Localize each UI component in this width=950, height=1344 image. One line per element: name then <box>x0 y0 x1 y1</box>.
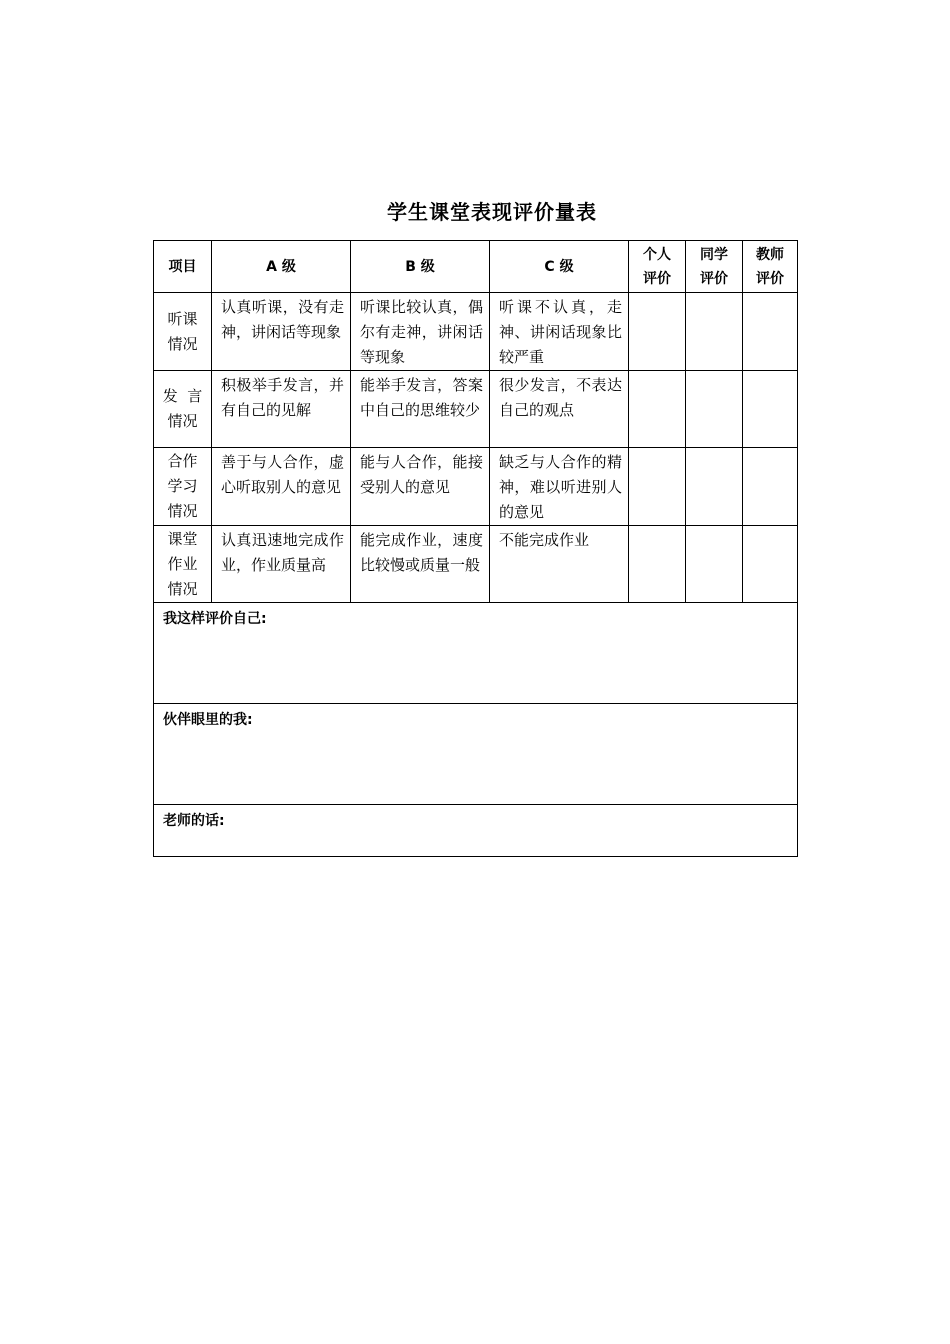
c-level-cell: 很少发言，不表达自己的观点 <box>490 371 629 448</box>
teacher-comment-row <box>154 805 798 857</box>
header-self-eval: 个人 评价 <box>629 241 686 293</box>
header-item: 项目 <box>154 241 212 293</box>
header-row <box>154 241 798 293</box>
teacher-eval-cell[interactable] <box>743 293 798 371</box>
c-level-cell: 听课不认真，走神、讲闲话现象比较严重 <box>490 293 629 371</box>
teacher-eval-cell[interactable] <box>743 448 798 526</box>
peer-eval-cell[interactable] <box>686 448 743 526</box>
header-peer-eval: 同学 评价 <box>686 241 743 293</box>
self-comment-label: 我这样评价自己: <box>163 611 267 627</box>
self-comment-row <box>154 603 798 704</box>
row-item-label: 发 言 情况 <box>154 371 212 448</box>
self-comment-area[interactable] <box>154 603 798 704</box>
self-eval-cell[interactable] <box>629 526 686 603</box>
table-row <box>154 448 798 526</box>
c-level-cell: 不能完成作业 <box>490 526 629 603</box>
evaluation-table <box>153 240 798 857</box>
b-level-cell: 能与人合作，能接受别人的意见 <box>351 448 490 526</box>
header-c-level: C 级 <box>490 241 629 293</box>
teacher-eval-cell[interactable] <box>743 526 798 603</box>
row-item-label: 听课 情况 <box>154 293 212 371</box>
page-title: 学生课堂表现评价量表 <box>387 200 597 224</box>
a-level-cell: 积极举手发言，并有自己的见解 <box>212 371 351 448</box>
peer-eval-cell[interactable] <box>686 293 743 371</box>
peer-eval-cell[interactable] <box>686 526 743 603</box>
peer-comment-row <box>154 704 798 805</box>
b-level-cell: 听课比较认真，偶尔有走神，讲闲话等现象 <box>351 293 490 371</box>
b-level-cell: 能完成作业，速度比较慢或质量一般 <box>351 526 490 603</box>
header-a-level: A 级 <box>212 241 351 293</box>
self-eval-cell[interactable] <box>629 448 686 526</box>
a-level-cell: 认真听课，没有走神，讲闲话等现象 <box>212 293 351 371</box>
teacher-comment-area[interactable] <box>154 805 798 857</box>
peer-comment-area[interactable] <box>154 704 798 805</box>
teacher-comment-label: 老师的话: <box>163 813 225 829</box>
c-level-cell: 缺乏与人合作的精神，难以听进别人的意见 <box>490 448 629 526</box>
row-item-label: 合作 学习 情况 <box>154 448 212 526</box>
table-row <box>154 293 798 371</box>
table-row <box>154 526 798 603</box>
a-level-cell: 善于与人合作，虚心听取别人的意见 <box>212 448 351 526</box>
self-eval-cell[interactable] <box>629 371 686 448</box>
peer-eval-cell[interactable] <box>686 371 743 448</box>
table-row <box>154 371 798 448</box>
header-teacher-eval: 教师 评价 <box>743 241 798 293</box>
header-b-level: B 级 <box>351 241 490 293</box>
row-item-label: 课堂 作业 情况 <box>154 526 212 603</box>
a-level-cell: 认真迅速地完成作业，作业质量高 <box>212 526 351 603</box>
b-level-cell: 能举手发言，答案中自己的思维较少 <box>351 371 490 448</box>
peer-comment-label: 伙伴眼里的我: <box>163 712 253 728</box>
self-eval-cell[interactable] <box>629 293 686 371</box>
teacher-eval-cell[interactable] <box>743 371 798 448</box>
